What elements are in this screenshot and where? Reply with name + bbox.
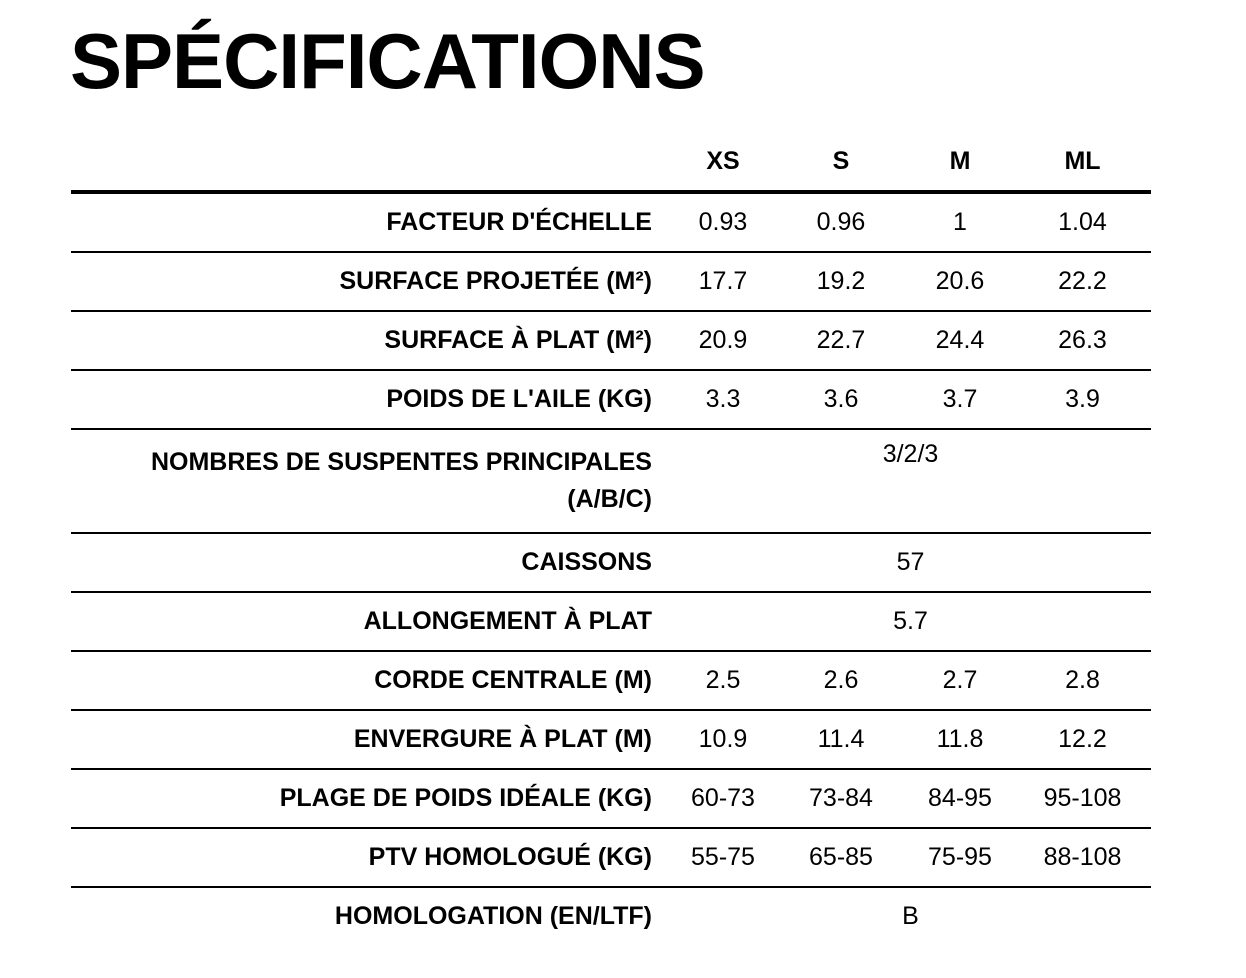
value-cell: 3.3 [670,370,776,429]
header-label-cell [71,132,670,192]
value-cell: 11.4 [776,710,906,769]
merged-value-cell: 3/2/3 [670,429,1151,533]
value-cell: 12.2 [1014,710,1151,769]
row-label: ALLONGEMENT À PLAT [71,592,670,651]
table-row [71,828,1151,887]
spec-table [71,132,1151,945]
row-label: FACTEUR D'ÉCHELLE [71,192,670,252]
page-title: SPÉCIFICATIONS [70,17,705,105]
merged-value-cell: B [902,902,919,930]
value-cell: 20.6 [906,252,1014,311]
header-row [71,132,1151,192]
value-cell: 24.4 [906,311,1014,370]
size-header-xs: XS [670,132,776,192]
table-row [71,192,1151,252]
value-cell: 88-108 [1014,828,1151,887]
value-cell: 0.96 [776,192,906,252]
row-label: NOMBRES DE SUSPENTES PRINCIPALES (A/B/C) [71,429,670,533]
value-cell: 95-108 [1014,769,1151,828]
value-cell: 22.7 [776,311,906,370]
value-cell: 20.9 [670,311,776,370]
value-cell: 55-75 [670,828,776,887]
value-cell: 65-85 [776,828,906,887]
row-label: PTV HOMOLOGUÉ (KG) [71,828,670,887]
value-cell: 26.3 [1014,311,1151,370]
table-row [71,592,1151,651]
value-cell: 3.6 [776,370,906,429]
row-label: CAISSONS [71,533,670,592]
table-row [71,533,1151,592]
row-label: ENVERGURE À PLAT (M) [71,710,670,769]
value-cell: 3.9 [1014,370,1151,429]
table-row [71,370,1151,429]
merged-value-cell: 5.7 [670,592,1151,651]
table-row [71,710,1151,769]
value-cell: 22.2 [1014,252,1151,311]
value-cell: 2.7 [906,651,1014,710]
value-cell: 19.2 [776,252,906,311]
value-cell: 2.6 [776,651,906,710]
row-label: CORDE CENTRALE (M) [71,651,670,710]
value-cell: 84-95 [906,769,1014,828]
row-label: HOMOLOGATION (EN/LTF) [334,902,652,930]
table-row [71,769,1151,828]
value-cell: 1.04 [1014,192,1151,252]
value-cell: 2.5 [670,651,776,710]
table-row [71,311,1151,370]
merged-value-cell: 57 [670,533,1151,592]
size-header-s: S [776,132,906,192]
table-row [71,887,1151,945]
table-row [71,429,1151,533]
value-cell: 0.93 [670,192,776,252]
value-cell: 1 [906,192,1014,252]
value-cell: 3.7 [906,370,1014,429]
size-header-m: M [906,132,1014,192]
row-label: POIDS DE L'AILE (KG) [71,370,670,429]
row-label: SURFACE À PLAT (M²) [71,311,670,370]
table-row [71,252,1151,311]
value-cell: 2.8 [1014,651,1151,710]
value-cell: 73-84 [776,769,906,828]
row-label: PLAGE DE POIDS IDÉALE (KG) [71,769,670,828]
table-row [71,651,1151,710]
value-cell: 10.9 [670,710,776,769]
value-cell: 75-95 [906,828,1014,887]
value-cell: 60-73 [670,769,776,828]
value-cell: 11.8 [906,710,1014,769]
row-label: SURFACE PROJETÉE (M²) [71,252,670,311]
size-header-ml: ML [1014,132,1151,192]
value-cell: 17.7 [670,252,776,311]
